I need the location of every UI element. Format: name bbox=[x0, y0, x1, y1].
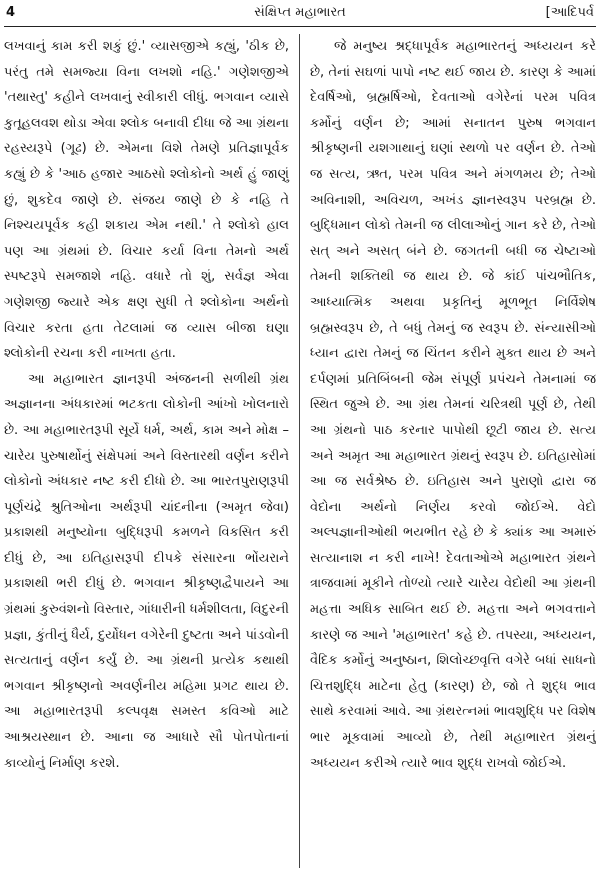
running-header bbox=[4, 2, 596, 27]
paragraph: આ મહાભારત જ્ઞાનરૂપી અંજનની સળીથી ગ્રંથ અજ્ઞાનના અંધકારમાં ભટકતા લોકોની આંખો ખોલનારો છે. આ મહાભારતરૂપી સૂર્યે ધર્મ, અર્થ, કામ અને મોક્ષ – ચારેય પુરુષાર્થોનું સંક્ષેપમાં અને વિસ્તારથી વર્ણન કરીને લોકોનો અંધકાર નષ્ટ કરી દીધો છે. આ ભારતપુરાણરૂપી પૂર્ણચંદ્રે શ્રુતિઓના અર્થરૂપી ચાંદનીના (અમૃત જેવા) પ્રકાશથી મનુષ્યોના બુદ્ધિરૂપી કમળને વિકસિત કરી દીધું છે, આ ઇતિહાસરૂપી દીપકે સંસારના ભોંયરાને પ્રકાશથી ભરી દીધું છે. ભગવાન શ્રીકૃષ્ણદ્વૈપાયને આ ગ્રંથમાં કુરુવંશનો વિસ્તાર, ગાંધારીની ધર્મશીલતા, વિદુરની પ્રજ્ઞા, કુંતીનું ધૈર્ય, દુર્યોધન વગેરેની દુષ્ટતા અને પાંડવોની સત્યતાનું વર્ણન કર્યું છે. આ ગ્રંથની પ્રત્યેક કથાથી ભગવાન શ્રીકૃષ્ણનો અવર્ણનીય મહિમા પ્રગટ થાય છે. આ મહાભારતરૂપી કલ્પવૃક્ષ સમસ્ત કવિઓ માટે આશ્રયસ્થાન છે. આના જ આધારે સૌ પોતપોતાનાં કાવ્યોનું નિર્માણ કરશે. bbox=[4, 371, 289, 771]
paragraph: લખવાનું કામ કરી શકું છું.' વ્યાસજીએ કહ્યું, 'ઠીક છે, પરંતુ તમે સમજ્યા વિના લખશો નહિ.' ગણેશજીએ 'તથાસ્તુ' કહીને લખવાનું સ્વીકારી લીધું. ભગવાન વ્યાસે કુતૂહલવશ થોડા એવા શ્લોક બનાવી દીધા જે આ ગ્રંથના રહસ્યરૂપે (ગૂઢ) છે. એમના વિશે તેમણે પ્રતિજ્ઞાપૂર્વક કહ્યું છે કે 'આઠ હજાર આઠસો શ્લોકોનો અર્થ હું જાણું છું, શુકદેવ જાણે છે. સંજય જાણે છે કે નહિ તે નિશ્ચયપૂર્વક કહી શકાય એમ નથી.' તે શ્લોકો હાલ પણ આ ગ્રંથમાં છે. વિચાર કર્યા વિના તેમનો અર્થ સ્પષ્ટરૂપે સમજાશે નહિ. વધારે તો શું, સર્વજ્ઞ એવા ગણેશજી જ્યારે એક ક્ષણ સુધી તે શ્લોકોના અર્થનો વિચાર કરતા હતા તેટલામાં જ વ્યાસ બીજા ઘણા શ્લોકોની રચના કરી નાખતા હતા. bbox=[4, 39, 289, 362]
book-title: સંક્ષિપ્ત મહાભારત bbox=[254, 5, 346, 20]
right-column bbox=[300, 34, 596, 868]
paragraph: જે મનુષ્ય શ્રદ્ધાપૂર્વક મહાભારતનું અધ્યયન કરે છે, તેનાં સઘળાં પાપો નષ્ટ થઈ જાય છે. કારણ કે આમાં દેવર્ષિઓ, બ્રહ્મર્ષિઓ, દેવતાઓ વગેરેનાં પરમ પવિત્ર કર્મોનું વર્ણન છે; આમાં સનાતન પુરુષ ભગવાન શ્રીકૃષ્ણની યશગાથાનું ઘણાં સ્થળો પર વર્ણન છે. તેઓ જ સત્ય, ઋત, પરમ પવિત્ર અને મંગળમય છે; તેઓ અવિનાશી, અવિચળ, અખંડ જ્ઞાનસ્વરૂપ પરબ્રહ્મ છે. બુદ્ધિમાન લોકો તેમની જ લીલાઓનું ગાન કરે છે, તેઓ સત્ અને અસત્ બંને છે. જગતની બધી જ ચેષ્ટાઓ તેમની શક્તિથી જ થાય છે. જે કાંઈ પાંચભૌતિક, આધ્યાત્મિક અથવા પ્રકૃતિનું મૂળભૂત નિર્વિશેષ બ્રહ્મસ્વરૂપ છે, તે બધું તેમનું જ સ્વરૂપ છે. સંન્યાસીઓ ધ્યાન દ્વારા તેમનું જ ચિંતન કરીને મુક્ત થાય છે અને દર્પણમાં પ્રતિબિંબની જેમ સંપૂર્ણ પ્રપંચને તેમનામાં જ સ્થિત જુએ છે. આ ગ્રંથ તેમનાં ચરિત્રથી પૂર્ણ છે, તેથી આ ગ્રંથનો પાઠ કરનાર પાપોથી છૂટી જાય છે. સત્ય અને અમૃત આ મહાભારત ગ્રંથનું સ્વરૂપ છે. ઇતિહાસોમાં આ જ સર્વશ્રેષ્ઠ છે. ઇતિહાસ અને પુરાણો દ્વારા જ વેદોના અર્થનો નિર્ણય કરવો જોઈએ. વેદો અલ્પજ્ઞાનીઓથી ભયભીત રહે છે કે ક્યાંક આ અમારું સત્યાનાશ ન કરી નાખે! દેવતાઓએ મહાભારત ગ્રંથને ત્રાજવામાં મૂકીને તોળ્યો ત્યારે ચારેય વેદોથી આ ગ્રંથની મહત્તા અધિક સાબિત થઈ છે. મહત્તા અને ભગવત્તાને કારણે જ આને 'મહાભારત' કહે છે. તપસ્યા, અધ્યયન, વૈદિક કર્મોનું અનુષ્ઠાન, શિલોચ્છવૃત્તિ વગેરે બધાં સાધનો ચિત્તશુદ્ધિ માટેના હેતુ (કારણ) છે, જો તે શુદ્ધ ભાવ સાથે કરવામાં આવે. આ ગ્રંથરત્નમાં ભાવશુદ્ધિ પર વિશેષ ભાર મૂકવામાં આવ્યો છે, તેથી મહાભારત ગ્રંથનું અધ્યયન કરીએ ત્યારે ભાવ શુદ્ધ રાખવો જોઈએ. bbox=[310, 39, 596, 771]
text-columns bbox=[4, 34, 596, 868]
left-column bbox=[4, 34, 300, 868]
section-title: [આદિપર્વ bbox=[545, 5, 594, 20]
page-number: 4 bbox=[6, 5, 16, 20]
